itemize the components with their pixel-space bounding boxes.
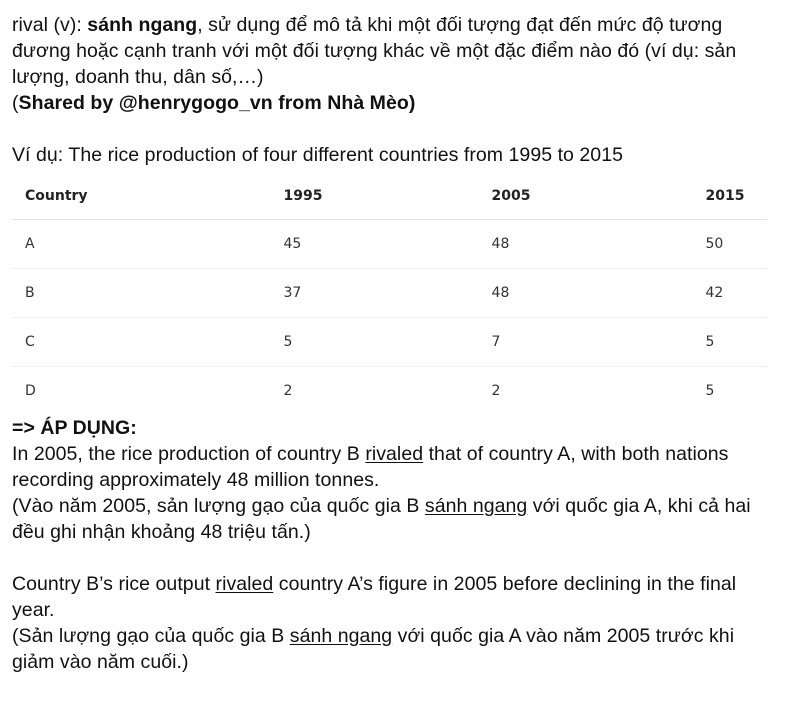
keyword-rivaled: rivaled bbox=[215, 573, 274, 595]
definition-text: , sử dụng để mô tả khi một đối tượng đạt đến mức độ tương đương hoặc cạnh tranh với một đối tượng khác về một đặc điểm nào đó (ví dụ: sản lượng, doanh thu, dân số,…) bbox=[12, 14, 737, 88]
table-row bbox=[12, 220, 767, 269]
header-country: Country bbox=[12, 172, 283, 220]
example-intro: Ví dụ: The rice production of four different countries from 1995 to 2015 bbox=[12, 144, 623, 166]
table-cell: 48 bbox=[492, 269, 706, 318]
spacer bbox=[12, 545, 768, 571]
definition-term: sánh ngang bbox=[87, 14, 198, 36]
header-2015: 2015 bbox=[706, 172, 768, 220]
apply-heading bbox=[12, 415, 768, 441]
table-cell: 2 bbox=[283, 383, 293, 399]
credit-line bbox=[12, 90, 768, 116]
translation-2 bbox=[12, 623, 768, 675]
table-cell: 45 bbox=[283, 220, 491, 269]
definition-paragraph bbox=[12, 12, 768, 90]
table-row bbox=[12, 269, 767, 318]
table-cell: 5 bbox=[283, 318, 491, 367]
translation-1 bbox=[12, 493, 768, 545]
translation-text: (Vào năm 2005, sản lượng gạo của quốc gia B bbox=[12, 495, 425, 517]
apply-heading-text: => ÁP DỤNG: bbox=[12, 417, 137, 439]
table-cell: 37 bbox=[283, 269, 491, 318]
document-page bbox=[12, 12, 768, 675]
table-cell: B bbox=[12, 269, 283, 318]
table-cell: 5 bbox=[706, 318, 768, 367]
table-cell: D bbox=[25, 383, 36, 399]
table-row bbox=[12, 318, 767, 367]
translation-text: với quốc gia A vào năm 2005 trước khi giảm vào năm cuối.) bbox=[12, 625, 735, 673]
credit-open: ( bbox=[12, 92, 19, 114]
table-cell: 48 bbox=[492, 220, 706, 269]
sentence-text: Country B’s rice output bbox=[12, 573, 216, 595]
sentence-text: country A’s figure in 2005 before declining in the final year. bbox=[12, 573, 737, 621]
sentence-text: that of country A, with both nations recording approximately 48 million tonnes. bbox=[12, 443, 729, 491]
definition-prefix: rival (v): bbox=[12, 14, 88, 36]
table-cell: 7 bbox=[492, 318, 706, 367]
translation-text: với quốc gia A, khi cả hai đều ghi nhận khoảng 48 triệu tấn.) bbox=[12, 495, 751, 543]
example-sentence-2 bbox=[12, 571, 768, 623]
rice-production-table bbox=[12, 172, 767, 415]
example-sentence-1 bbox=[12, 441, 768, 493]
table-cell: 5 bbox=[705, 383, 715, 399]
spacer bbox=[12, 116, 768, 142]
table-cell: 2 bbox=[491, 383, 501, 399]
table-header-row bbox=[12, 172, 767, 220]
table-cell: 50 bbox=[706, 220, 768, 269]
table-cell: 42 bbox=[706, 269, 768, 318]
credit-text: Shared by @henrygogo_vn from Nhà Mèo) bbox=[18, 92, 416, 114]
table-cell: C bbox=[12, 318, 283, 367]
keyword-sanh-ngang: sánh ngang bbox=[424, 495, 528, 517]
keyword-rivaled: rivaled bbox=[365, 443, 424, 465]
table-cell: A bbox=[12, 220, 283, 269]
keyword-sanh-ngang: sánh ngang bbox=[289, 625, 393, 647]
table-row bbox=[12, 367, 767, 416]
sentence-text: In 2005, the rice production of country B bbox=[12, 443, 366, 465]
header-2005: 2005 bbox=[492, 172, 706, 220]
header-1995: 1995 bbox=[283, 172, 491, 220]
translation-text: (Sản lượng gạo của quốc gia B bbox=[12, 625, 290, 647]
